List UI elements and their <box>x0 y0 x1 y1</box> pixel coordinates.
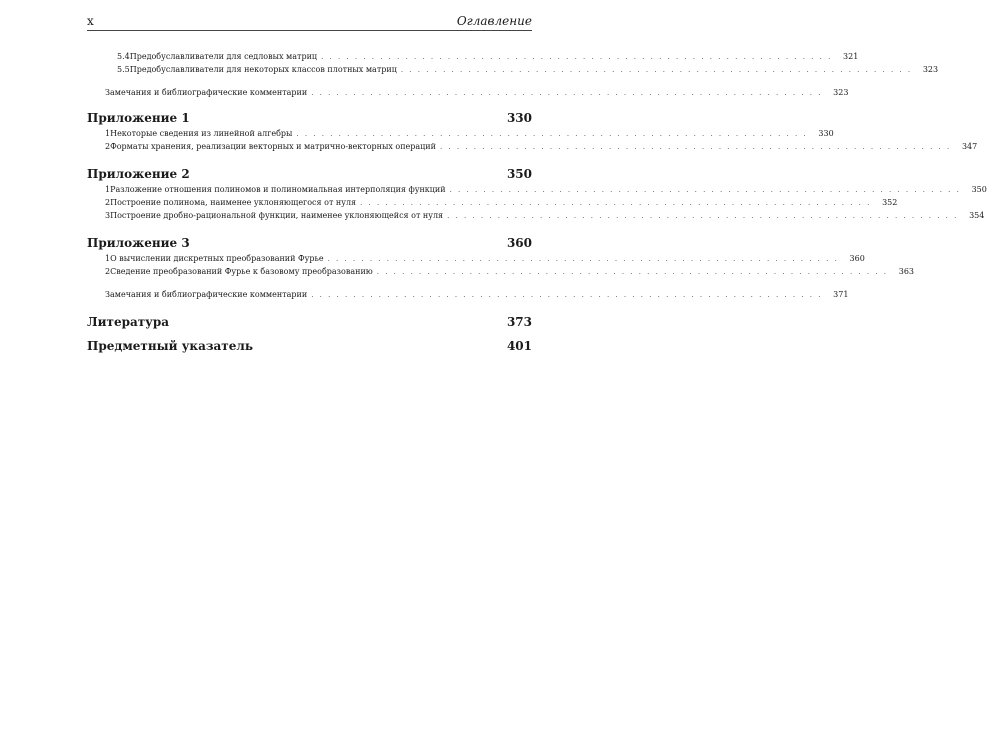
toc-entry[interactable] <box>87 129 834 142</box>
entry-page: 363 <box>898 267 915 276</box>
chapter-page: 401 <box>506 339 532 353</box>
toc-entry[interactable] <box>87 142 978 155</box>
running-head-title: Оглавление <box>456 14 532 28</box>
entry-page: 371 <box>833 290 849 299</box>
toc-entry[interactable] <box>87 198 898 211</box>
entry-number: 2 <box>105 142 111 151</box>
chapter-appendix-1[interactable] <box>87 111 532 125</box>
leader-dots: . . . . . . . . . . . . . . . . . . . . . . . . . . . . . . . . . . . . . . . . . . . . . . . . . . . . . . . . . . . . . <box>360 199 872 207</box>
toc-notes-entry[interactable] <box>87 88 849 97</box>
chapter-appendix-3[interactable] <box>87 236 532 250</box>
entry-text: Замечания и библиографические комментарии <box>105 88 308 97</box>
entry-text: Замечания и библиографические комментарии <box>105 290 308 299</box>
entry-text: Форматы хранения, реализации векторных и матрично-векторных операций <box>110 142 436 151</box>
entry-page: 321 <box>843 52 859 61</box>
chapter-literature[interactable] <box>87 315 532 329</box>
entry-number: 1 <box>105 129 111 138</box>
toc-entry[interactable] <box>87 254 865 267</box>
entry-page: 350 <box>971 185 987 194</box>
chapter-title: Приложение 3 <box>87 236 190 250</box>
leader-dots: . . . . . . . . . . . . . . . . . . . . . . . . . . . . . . . . . . . . . . . . . . . . . . . . . . . . . . . . . . . . . <box>449 186 961 194</box>
entry-number: 2 <box>105 267 111 276</box>
toc-notes-entry[interactable] <box>87 290 849 299</box>
leader-dots: . . . . . . . . . . . . . . . . . . . . . . . . . . . . . . . . . . . . . . . . . . . . . . . . . . . . . . . . . . . . . <box>296 130 808 138</box>
toc-entry[interactable] <box>87 267 915 280</box>
toc-entry[interactable] <box>87 211 985 224</box>
entry-page: 330 <box>818 129 834 138</box>
entry-text: Предобуславливатели для некоторых классов плотных матриц <box>129 65 397 74</box>
running-head-page: x <box>87 14 94 28</box>
entry-text: Разложение отношения полиномов и полиномиальная интерполяция функций <box>110 185 446 194</box>
entry-page: 323 <box>833 88 849 97</box>
entry-text: Предобуславливатели для седловых матриц <box>129 52 318 61</box>
leader-dots: . . . . . . . . . . . . . . . . . . . . . . . . . . . . . . . . . . . . . . . . . . . . . . . . . . . . . . . . . . . . . <box>327 255 839 263</box>
entry-page: 360 <box>849 254 865 263</box>
leader-dots: . . . . . . . . . . . . . . . . . . . . . . . . . . . . . . . . . . . . . . . . . . . . . . . . . . . . . . . . . . . . . <box>400 66 913 74</box>
entry-text: Сведение преобразований Фурье к базовому преобразованию <box>110 267 373 276</box>
chapter-index[interactable] <box>87 339 532 353</box>
leader-dots: . . . . . . . . . . . . . . . . . . . . . . . . . . . . . . . . . . . . . . . . . . . . . . . . . . . . . . . . . . . . . <box>311 291 823 299</box>
leader-dots: . . . . . . . . . . . . . . . . . . . . . . . . . . . . . . . . . . . . . . . . . . . . . . . . . . . . . . . . . . . . . <box>311 89 823 97</box>
leader-dots: . . . . . . . . . . . . . . . . . . . . . . . . . . . . . . . . . . . . . . . . . . . . . . . . . . . . . . . . . . . . . <box>447 212 959 220</box>
leader-dots: . . . . . . . . . . . . . . . . . . . . . . . . . . . . . . . . . . . . . . . . . . . . . . . . . . . . . . . . . . . . . <box>376 268 889 276</box>
entry-number: 2 <box>105 198 111 207</box>
entry-text: Некоторые сведения из линейной алгебры <box>110 129 293 138</box>
chapter-title: Приложение 1 <box>87 111 190 125</box>
entry-text: Построение полинома, наименее уклоняющегося от нуля <box>110 198 357 207</box>
toc-entry[interactable] <box>87 52 859 65</box>
running-head <box>87 14 532 31</box>
entry-number: 1 <box>105 254 111 263</box>
entry-number: 1 <box>105 185 111 194</box>
chapter-page: 373 <box>506 315 532 329</box>
chapter-title: Приложение 2 <box>87 167 190 181</box>
entry-page: 323 <box>922 65 939 74</box>
leader-dots: . . . . . . . . . . . . . . . . . . . . . . . . . . . . . . . . . . . . . . . . . . . . . . . . . . . . . . . . . . . . . <box>439 143 952 151</box>
leader-dots: . . . . . . . . . . . . . . . . . . . . . . . . . . . . . . . . . . . . . . . . . . . . . . . . . . . . . . . . . . . . . <box>321 53 833 61</box>
entry-number: 5.4 <box>117 52 130 61</box>
entry-page: 347 <box>961 142 978 151</box>
entry-number: 3 <box>105 211 111 220</box>
chapter-title: Литература <box>87 315 170 329</box>
entry-text: О вычислении дискретных преобразований Фурье <box>110 254 324 263</box>
table-of-contents <box>87 52 987 357</box>
entry-page: 352 <box>882 198 898 207</box>
chapter-page: 330 <box>506 111 532 125</box>
chapter-appendix-2[interactable] <box>87 167 532 181</box>
chapter-title: Предметный указатель <box>87 339 253 353</box>
chapter-page: 350 <box>506 167 532 181</box>
toc-entry[interactable] <box>87 65 939 78</box>
chapter-page: 360 <box>506 236 532 250</box>
entry-page: 354 <box>969 211 985 220</box>
toc-entry[interactable] <box>87 185 987 198</box>
entry-number: 5.5 <box>117 65 130 74</box>
entry-text: Построение дробно-рациональной функции, наименее уклоняющейся от нуля <box>110 211 444 220</box>
